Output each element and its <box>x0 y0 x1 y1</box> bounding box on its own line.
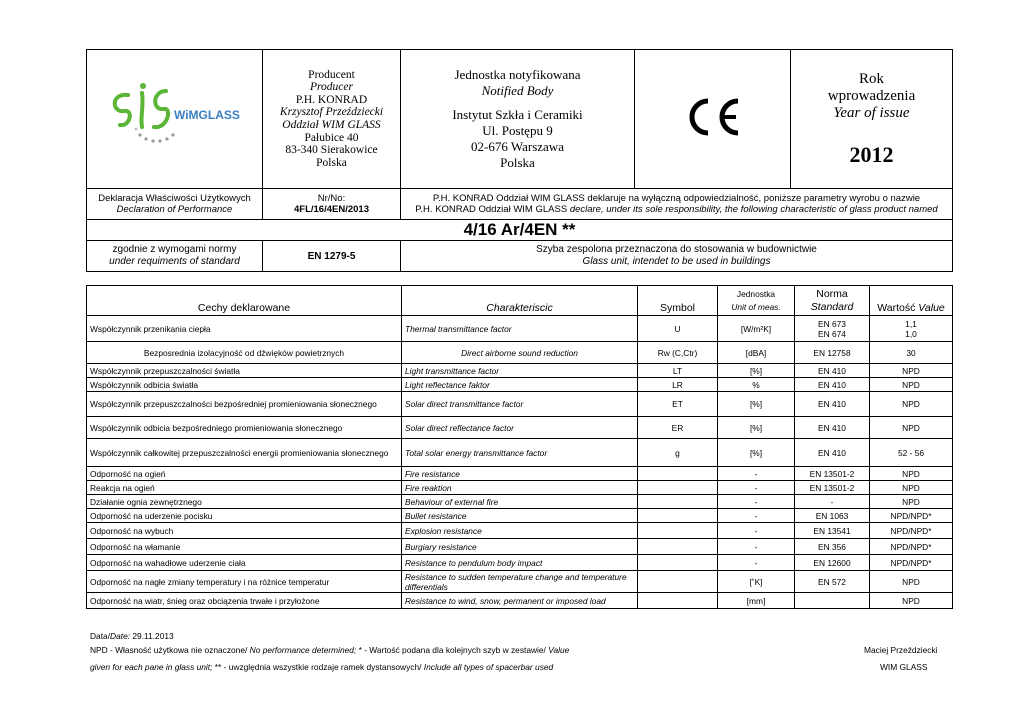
row-value <box>870 417 953 439</box>
notified-label-pl: Jednostka notyfikowana <box>454 67 581 82</box>
row-standard <box>795 481 870 495</box>
col-header-standard <box>795 286 870 316</box>
year-label-pl-2: wprowadzenia <box>827 87 916 104</box>
row-value <box>870 593 953 609</box>
declaration-text-en: declare, under its sole responsibility, the following characteristic of glass product named <box>569 204 938 215</box>
col-header-standard-pl: Norma <box>816 288 848 300</box>
row-standard <box>795 523 870 539</box>
row-property-pl: Odporność na wybuch <box>87 523 402 539</box>
row-value-line: NPD <box>902 595 920 606</box>
notified-city: 02-676 Warszawa <box>471 139 564 154</box>
row-value-line: NPD/NPD* <box>890 525 932 536</box>
table-row <box>87 509 953 523</box>
row-symbol <box>638 593 718 609</box>
footer-date-value: 29.11.2013 <box>132 631 174 641</box>
table-row <box>87 417 953 439</box>
row-symbol: LT <box>638 364 718 378</box>
declaration-text-cell <box>401 189 953 220</box>
producer-label-pl: Producent <box>308 68 355 81</box>
row-unit: - <box>718 467 795 481</box>
producer-city: 83-340 Sierakowice <box>285 144 378 157</box>
row-value-line: NPD <box>902 365 920 376</box>
row-standard <box>795 571 870 593</box>
row-unit: [mm] <box>718 593 795 609</box>
row-standard-line: - <box>830 496 834 507</box>
row-value <box>870 571 953 593</box>
notified-spacer <box>404 99 631 107</box>
producer-person: Krzysztof Przeździecki <box>279 106 384 119</box>
row-symbol: U <box>638 316 718 342</box>
col-header-value-pl: Wartość <box>877 302 916 314</box>
row-symbol <box>638 509 718 523</box>
standard-value: EN 1279-5 <box>263 241 401 272</box>
row-value <box>870 364 953 378</box>
row-value-line: NPD <box>902 379 920 390</box>
row-property-en: Thermal transmittance factor <box>402 316 638 342</box>
row-value <box>870 539 953 555</box>
row-value-line: NPD <box>902 468 920 479</box>
notified-street: Ul. Postępu 9 <box>482 123 553 138</box>
intended-use-cell <box>401 241 953 272</box>
declaration-label-en: Declaration of Performance <box>116 204 233 215</box>
row-property-en: Burgiary resistance <box>402 539 638 555</box>
ce-cell <box>635 50 791 189</box>
row-value-line: 30 <box>906 347 916 358</box>
row-symbol <box>638 467 718 481</box>
logo-cell <box>87 50 263 189</box>
row-property-pl: Współczynnik całkowitej przepuszczalności energii promieniowania słonecznego <box>87 439 402 467</box>
row-symbol: ER <box>638 417 718 439</box>
row-standard <box>795 539 870 555</box>
table-row <box>87 392 953 417</box>
table-row <box>87 593 953 609</box>
row-value-line: 1,0 <box>905 328 917 339</box>
row-standard <box>795 417 870 439</box>
row-symbol <box>638 571 718 593</box>
product-name: 4/16 Ar/4EN ** <box>87 220 953 241</box>
row-property-en: Explosion resistance <box>402 523 638 539</box>
notified-country: Polska <box>500 155 535 170</box>
notified-institute: Instytut Szkła i Ceramiki <box>452 107 583 122</box>
declaration-text-pl: P.H. KONRAD Oddział WIM GLASS deklaruje na wyłączną odpowiedzialność, poniższe parametry wyrobu o nazwie <box>432 192 921 204</box>
declaration-label-pl: Deklaracja Właściwości Użytkowych <box>98 192 251 204</box>
row-symbol: Rw (C,Ctr) <box>638 342 718 364</box>
row-value <box>870 342 953 364</box>
year-cell <box>791 50 953 189</box>
row-value <box>870 481 953 495</box>
producer-label-en: Producer <box>309 81 353 94</box>
intended-use-en: Glass unit, intendet to be used in buildings <box>582 256 771 267</box>
row-symbol: g <box>638 439 718 467</box>
header-table <box>86 49 953 272</box>
footer-date <box>90 631 174 641</box>
col-header-cechy: Cechy deklarowane <box>87 286 402 316</box>
row-property-pl: Współczynnik przepuszczalności bezpośredniej promieniowania słonecznego <box>87 392 402 417</box>
row-property-en: Bullet resistance <box>402 509 638 523</box>
declaration-number-cell <box>263 189 401 220</box>
row-standard-line: EN 572 <box>818 576 846 587</box>
year-label-en: Year of issue <box>833 104 910 121</box>
row-standard-line: EN 410 <box>818 379 846 390</box>
row-standard-line: EN 674 <box>818 328 846 339</box>
row-value <box>870 523 953 539</box>
row-standard <box>795 555 870 571</box>
row-value <box>870 439 953 467</box>
footer-star-pl: * - Wartość podana dla kolejnych szyb w zestawie/ <box>358 645 546 655</box>
col-header-unit-en: Unit of meas. <box>731 301 781 312</box>
row-unit: [W/m²K] <box>718 316 795 342</box>
row-standard <box>795 316 870 342</box>
row-property-en: Solar direct reflectance factor <box>402 417 638 439</box>
col-header-standard-en: Standard <box>810 300 854 313</box>
producer-street: Pałubice 40 <box>304 131 359 144</box>
notified-label-en: Notified Body <box>481 83 554 98</box>
row-property-pl: Odporność na włamanie <box>87 539 402 555</box>
table-row <box>87 481 953 495</box>
col-header-characteristic: Charakteriscic <box>402 286 638 316</box>
row-value-line: NPD/NPD* <box>890 541 932 552</box>
row-standard-line: EN 13501-2 <box>809 468 855 479</box>
row-standard <box>795 364 870 378</box>
table-row <box>87 495 953 509</box>
row-value-line: NPD <box>902 399 920 409</box>
footer-spacer-note <box>90 662 553 672</box>
row-unit: - <box>718 523 795 539</box>
logo-wordmark: WiMGLASS <box>173 107 240 122</box>
table-row <box>87 571 953 593</box>
footer-company: WIM GLASS <box>880 662 928 672</box>
row-unit: - <box>718 481 795 495</box>
footer-npd-pl: NPD - Własność użytkowa nie oznaczone/ <box>90 645 248 655</box>
declaration-nr-label: Nr/No: <box>317 192 346 204</box>
row-standard-line: EN 673 <box>818 318 846 329</box>
properties-table <box>86 285 953 609</box>
row-property-en: Resistance to sudden temperature change and temperature differentials <box>402 571 638 593</box>
row-property-en: Direct airborne sound reduction <box>402 342 638 364</box>
row-standard-line: EN 410 <box>818 399 846 409</box>
row-property-en: Resistance to pendulum body impact <box>402 555 638 571</box>
row-property-pl: Odporność na wiatr, śnieg oraz obciązenia trwałe i przyłożone <box>87 593 402 609</box>
row-property-pl: Działanie ognia zewnętrznego <box>87 495 402 509</box>
year-value: 2012 <box>849 141 894 167</box>
declaration-text-en-company: P.H. KONRAD Oddział WIM GLASS <box>415 204 568 215</box>
row-value <box>870 495 953 509</box>
row-symbol <box>638 523 718 539</box>
row-standard-line: EN 12758 <box>813 347 851 358</box>
row-symbol: ET <box>638 392 718 417</box>
row-value <box>870 467 953 481</box>
standard-label-en: under requiments of standard <box>109 256 240 267</box>
row-standard-line: EN 410 <box>818 447 846 458</box>
row-standard <box>795 378 870 392</box>
row-value <box>870 392 953 417</box>
footer-line3-en2: Include all types of spacerbar used <box>423 662 554 672</box>
row-property-pl: Współczynnik przenikania ciepła <box>87 316 402 342</box>
row-symbol <box>638 539 718 555</box>
row-unit: [%] <box>718 439 795 467</box>
row-property-pl: Odporność na ogień <box>87 467 402 481</box>
row-unit: [%] <box>718 417 795 439</box>
year-label-pl-1: Rok <box>858 70 884 87</box>
col-header-value <box>870 286 953 316</box>
table-row <box>87 467 953 481</box>
producer-branch: Oddział WIM GLASS <box>282 119 381 131</box>
standard-label-cell <box>87 241 263 272</box>
col-header-value-en: Value <box>918 302 945 314</box>
footer-date-label-en: Date: <box>110 631 131 641</box>
footer-line3-pl: ** - uwzględnia wszystkie rodzaje ramek dystansowych/ <box>214 662 422 672</box>
row-standard <box>795 509 870 523</box>
table-row <box>87 378 953 392</box>
producer-company: P.H. KONRAD <box>295 93 368 106</box>
row-property-pl: Reakcja na ogień <box>87 481 402 495</box>
row-value-line: NPD <box>902 422 920 433</box>
row-property-pl: Współczynnik odbicia światła <box>87 378 402 392</box>
row-unit: % <box>718 378 795 392</box>
footer-signer: Maciej Przeździecki <box>864 645 938 655</box>
row-value <box>870 555 953 571</box>
row-property-en: Total solar energy transmittance factor <box>402 439 638 467</box>
row-unit: [˚K] <box>718 571 795 593</box>
row-symbol <box>638 481 718 495</box>
table-row <box>87 555 953 571</box>
standard-label-pl: zgodnie z wymogami normy <box>112 243 237 255</box>
table-row <box>87 342 953 364</box>
row-value <box>870 509 953 523</box>
footer-star-en: Value <box>548 645 570 655</box>
footer-npd-note <box>90 645 569 655</box>
row-property-en: Fire reaktion <box>402 481 638 495</box>
declaration-nr-value: 4FL/16/4EN/2013 <box>294 204 369 215</box>
row-standard-line: EN 13541 <box>813 525 851 536</box>
row-standard-line: EN 410 <box>818 365 846 376</box>
row-standard <box>795 593 870 609</box>
row-property-pl: Odporność na wahadłowe uderzenie ciała <box>87 555 402 571</box>
col-header-unit <box>718 286 795 316</box>
row-property-pl: Bezposrednia izolacyjność od dźwięków powietrznych <box>87 342 402 364</box>
row-property-pl: Współczynnik odbicia bezpośredniego promieniowania słonecznego <box>87 417 402 439</box>
row-value-line: NPD/NPD* <box>890 557 932 568</box>
row-symbol: LR <box>638 378 718 392</box>
row-unit: - <box>718 509 795 523</box>
producer-country: Polska <box>316 156 347 169</box>
declaration-label-cell <box>87 189 263 220</box>
footer-date-label: Data/ <box>90 631 111 641</box>
row-value-line: NPD/NPD* <box>890 510 932 521</box>
row-property-pl: Odporność na nagłe zmiany temperatury i na różnice temperatur <box>87 571 402 593</box>
row-property-en: Fire resistance <box>402 467 638 481</box>
row-standard-line: EN 12600 <box>813 557 851 568</box>
footer-npd-en: No performance determined; <box>249 645 357 655</box>
footer-line3-en: given for each pane in glass unit; <box>90 662 213 672</box>
intended-use-pl: Szyba zespolona przeznaczona do stosowania w budownictwie <box>536 243 817 255</box>
row-value-line: NPD <box>902 576 920 587</box>
row-unit: - <box>718 495 795 509</box>
properties-body <box>87 316 953 609</box>
table-row <box>87 316 953 342</box>
row-value-line: NPD <box>902 482 920 493</box>
row-value-line: 52 - 56 <box>897 447 925 458</box>
row-standard <box>795 439 870 467</box>
table-row <box>87 523 953 539</box>
row-unit: [%] <box>718 392 795 417</box>
row-standard <box>795 467 870 481</box>
row-property-pl: Współczynnik przepuszczalności światła <box>87 364 402 378</box>
row-value <box>870 378 953 392</box>
row-standard <box>795 342 870 364</box>
row-standard-line: EN 13501-2 <box>809 482 855 493</box>
row-symbol <box>638 555 718 571</box>
row-standard <box>795 495 870 509</box>
row-property-pl: Odporność na uderzenie pocisku <box>87 509 402 523</box>
row-property-en: Resistance to wind, snow, permanent or imposed load <box>402 593 638 609</box>
col-header-symbol: Symbol <box>638 286 718 316</box>
row-unit: [dBA] <box>718 342 795 364</box>
row-value-line: NPD <box>902 496 920 507</box>
ce-mark-icon <box>682 95 744 139</box>
producer-cell <box>263 50 401 189</box>
table-row <box>87 439 953 467</box>
row-unit: - <box>718 555 795 571</box>
row-standard-line: EN 410 <box>818 422 846 433</box>
row-value-line: 1,1 <box>905 318 917 329</box>
row-symbol <box>638 495 718 509</box>
col-header-unit-pl: Jednostka <box>736 289 776 299</box>
row-unit: - <box>718 539 795 555</box>
row-unit: [%] <box>718 364 795 378</box>
row-standard-line: EN 356 <box>818 541 846 552</box>
notified-body-cell <box>401 50 635 189</box>
row-standard <box>795 392 870 417</box>
row-value <box>870 316 953 342</box>
wimglass-logo <box>100 77 250 157</box>
table-row <box>87 364 953 378</box>
row-property-en: Behaviour of external fire <box>402 495 638 509</box>
row-property-en: Light reflectance faktor <box>402 378 638 392</box>
row-property-en: Light transmittance factor <box>402 364 638 378</box>
row-property-en: Solar direct transmittance factor <box>402 392 638 417</box>
row-standard-line: EN 1063 <box>815 510 849 521</box>
table-row <box>87 539 953 555</box>
